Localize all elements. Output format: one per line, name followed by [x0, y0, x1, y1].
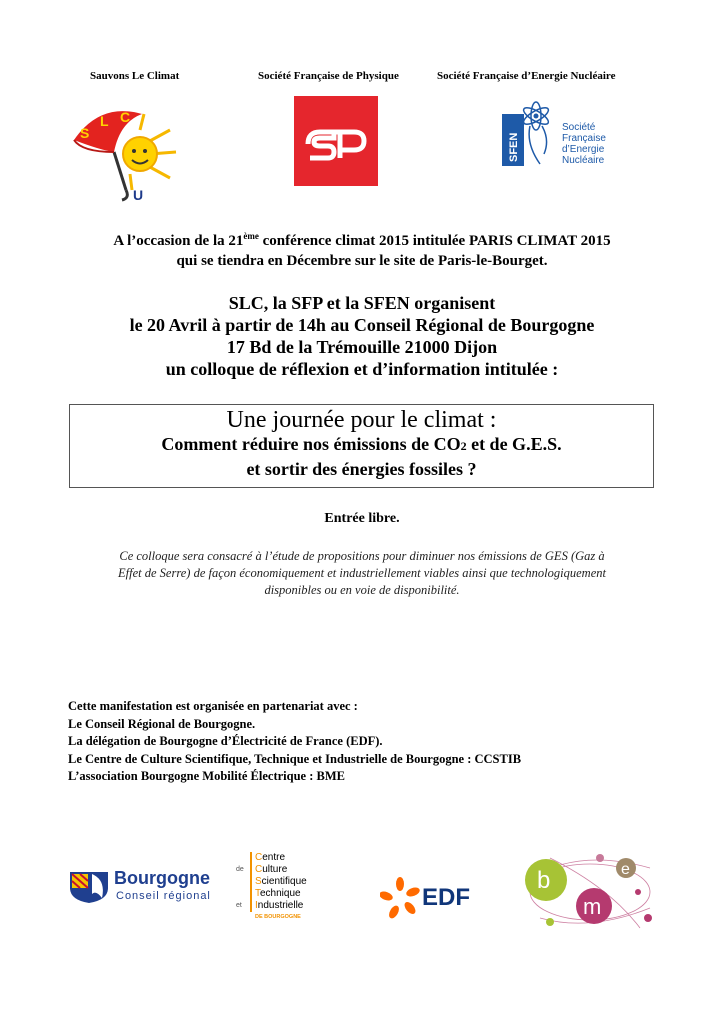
- sfen-line1: Société: [562, 122, 596, 133]
- intro-text: [40, 231, 684, 271]
- partner-item: Le Conseil Régional de Bourgogne.: [68, 716, 256, 731]
- header-org-slc: Sauvons Le Climat: [90, 70, 180, 82]
- sfen-line2: Française: [562, 133, 606, 144]
- intro-line1-pre: A l’occasion de la 21: [113, 233, 244, 249]
- partners-block: [68, 698, 521, 786]
- event-subtitle2: et sortir des énergies fossiles ?: [246, 459, 477, 479]
- bourgogne-crest-logo: [68, 868, 218, 908]
- edf-logo: [380, 876, 480, 920]
- partner-item: Le Centre de Culture Scientifique, Technique et Industrielle de Bourgogne : CCSTIB: [68, 751, 522, 766]
- partners-intro: Cette manifestation est organisée en partenariat avec :: [68, 699, 358, 713]
- bme-letter-e: e: [621, 861, 630, 878]
- slc-letter-s: S: [80, 125, 90, 141]
- slc-letter-l: L: [100, 113, 109, 129]
- event-subtitle-post: et de G.E.S.: [466, 434, 562, 454]
- ccstib-rest: echnique: [260, 888, 301, 899]
- ccstib-initial: S: [255, 876, 262, 887]
- description-line3: disponibles ou en voie de disponibilité.: [264, 583, 460, 597]
- organizers-block: [40, 292, 684, 380]
- slc-letter-c: C: [120, 109, 131, 125]
- bme-logo: [520, 848, 660, 932]
- description: [60, 548, 664, 599]
- ccstib-logo: [236, 852, 326, 924]
- event-subtitle-pre: Comment réduire nos émissions de CO: [161, 434, 461, 454]
- sfen-line3: d’Energie: [562, 144, 605, 155]
- organizers-line4: un colloque de réflexion et d’information intitulée :: [165, 359, 559, 379]
- intro-line1-sup: ème: [243, 231, 259, 241]
- edf-text: EDF: [422, 884, 470, 911]
- slc-letter-u: U: [133, 187, 144, 203]
- ccstib-rest: ndustrielle: [257, 900, 304, 911]
- partner-item: L’association Bourgogne Mobilité Électrique : BME: [68, 769, 345, 783]
- bme-letter-b: b: [537, 867, 551, 894]
- header-org-sfen: Société Française d’Energie Nucléaire: [437, 70, 616, 82]
- sfen-line4: Nucléaire: [562, 155, 605, 166]
- header-org-sfp: Société Française de Physique: [258, 70, 399, 82]
- partner-item: La délégation de Bourgogne d’Électricité de France (EDF).: [68, 734, 383, 748]
- bourgogne-name: Bourgogne: [114, 868, 210, 888]
- entree-libre: Entrée libre.: [324, 511, 400, 526]
- slc-umbrella-sun-logo: [70, 92, 190, 212]
- description-line2: Effet de Serre) de façon économiquement et industriellement viables ainsi que technologiquement: [118, 566, 606, 580]
- sfen-atom-logo: [500, 96, 620, 168]
- ccstib-initial: C: [255, 864, 263, 875]
- bourgogne-sub: Conseil régional: [116, 890, 211, 902]
- title-box: [69, 404, 654, 488]
- sfp-logo: [294, 96, 378, 186]
- ccstib-rest: cientifique: [261, 876, 307, 887]
- intro-line1-post: conférence climat 2015 intitulée PARIS CLIMAT 2015: [258, 233, 611, 249]
- intro-line2: qui se tiendra en Décembre sur le site de Paris-le-Bourget.: [176, 253, 548, 269]
- description-line1: Ce colloque sera consacré à l’étude de propositions pour diminuer nos émissions de GES (Gaz à: [119, 549, 605, 563]
- ccstib-initial: T: [255, 888, 260, 899]
- organizers-line3: 17 Bd de la Trémouille 21000 Dijon: [226, 337, 498, 357]
- ccstib-rest: entre: [262, 852, 286, 863]
- ccstib-initial: C: [255, 852, 263, 863]
- sfen-vertical-text: SFEN: [508, 132, 520, 162]
- ccstib-tagline: DE BOURGOGNE: [255, 914, 301, 920]
- organizers-line2: le 20 Avril à partir de 14h au Conseil Régional de Bourgogne: [129, 315, 595, 335]
- organizers-line1: SLC, la SFP et la SFEN organisent: [228, 293, 496, 313]
- event-subtitle-sub: 2: [460, 439, 467, 453]
- event-title: Une journée pour le climat :: [226, 407, 497, 433]
- ccstib-rest: ulture: [262, 864, 288, 875]
- ccstib-initial: I: [255, 900, 258, 911]
- event-subtitle: [70, 433, 653, 458]
- bme-letter-m: m: [583, 894, 602, 919]
- ccstib-rows: Centre de Culture Scientifique Technique et Industrielle: [236, 852, 307, 911]
